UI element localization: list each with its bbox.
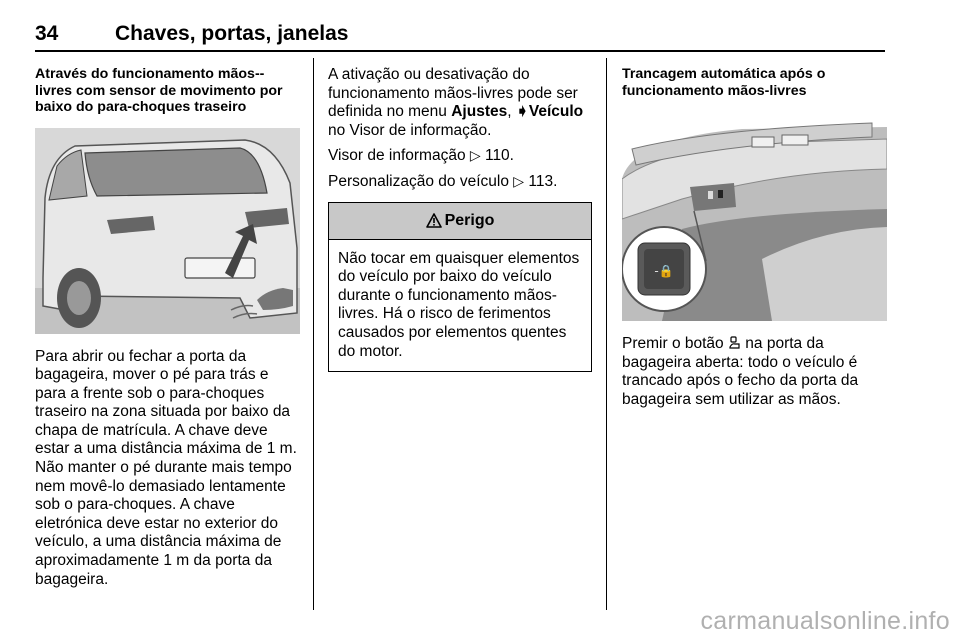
menu-arrow-icon: ➧ (515, 103, 529, 121)
hands-free-lock-icon (728, 336, 741, 350)
section-subheading: Trancagem automática após o funcionamento mãos-livres (622, 66, 826, 99)
page-ref-arrow-icon: ▷ (469, 147, 481, 164)
cross-reference: Visor de informação ▷ 110. (328, 147, 514, 165)
car-rear-illustration (35, 128, 300, 334)
page-heading: Chaves, portas, janelas (115, 22, 349, 45)
warning-box (328, 202, 592, 373)
svg-text:-🔒: -🔒 (654, 264, 674, 278)
page-ref-arrow-icon: ▷ (513, 172, 525, 189)
warning-text: Não tocar em quaisquer elementos do veículo por baixo do veículo durante o funcionamento mãos-livres. Há o risco de ferimentos causados por elementos quentes do motor. (338, 249, 580, 360)
header-rule (35, 50, 885, 52)
column-middle (328, 66, 593, 372)
tailgate-button-illustration (622, 109, 887, 321)
menu-label-vehicle: Veículo (528, 103, 584, 121)
warning-triangle-icon (426, 213, 442, 228)
warning-header (329, 203, 591, 240)
watermark: carmanualsonline.info (700, 607, 950, 635)
column-divider (606, 58, 607, 610)
paragraph: Para abrir ou fechar a porta da bagageira, mover o pé para trás e para a frente sob o para-choques traseiro na zona situada por baixo da chapa de matrícula. A chave deve estar a uma distância máxima de 1 m. Não manter o pé durante mais tempo nem movê-lo demasiado lentamente sob o para-choques. A chave eletrónica deve estar no exterior do veículo, a uma distância máxima de aproximadamente 1 m da porta da bagageira. (35, 347, 297, 588)
cross-reference: Personalização do veículo ▷ 113. (328, 172, 558, 190)
paragraph: A ativação ou desativação do funcionamento mãos-livres pode ser definida no menu Ajustes, ➧Veículo no Visor de informação. (328, 66, 584, 139)
paragraph: Premir o botão na porta da bagageira aberta: todo o veículo é trancado após o fecho da porta da bagageira sem utilizar as mãos. (622, 335, 859, 408)
warning-title: Perigo (444, 211, 495, 229)
page-number: 34 (35, 22, 59, 45)
column-divider (313, 58, 314, 610)
menu-label-settings: Ajustes (451, 103, 508, 121)
column-left (35, 66, 300, 589)
column-right (622, 66, 887, 409)
section-subheading: Através do funcionamento mãos--livres com sensor de movimento por baixo do para-choques traseiro (35, 66, 283, 115)
